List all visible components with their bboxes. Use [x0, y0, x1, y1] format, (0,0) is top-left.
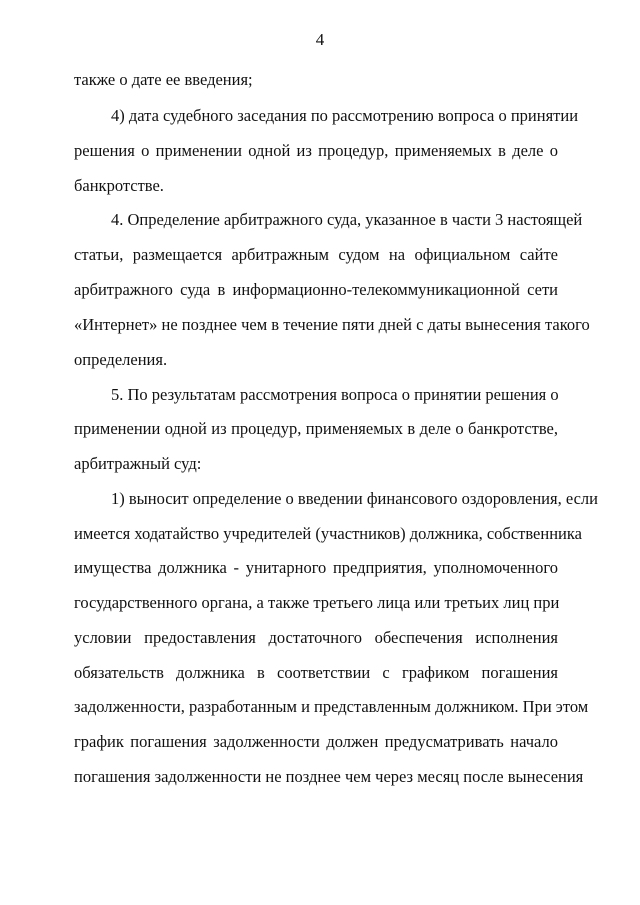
text-line: 4. Определение арбитражного суда, указанное в части 3 настоящей — [111, 210, 583, 229]
text-line: статьи, размещается арбитражным судом на официальном сайте — [74, 245, 558, 264]
text-line: погашения задолженности не позднее чем через месяц после вынесения — [74, 767, 584, 786]
text-line: арбитражного суда в информационно-телекоммуникационной сети — [74, 280, 558, 299]
text-line: обязательств должника в соответствии с графиком погашения — [74, 663, 558, 682]
text-line: 4) дата судебного заседания по рассмотрению вопроса о принятии — [111, 106, 579, 125]
text-line: также о дате ее введения; — [74, 70, 253, 89]
text-line: 5. По результатам рассмотрения вопроса о принятии решения о — [111, 385, 559, 404]
text-line: применении одной из процедур, применяемых в деле о банкротстве, — [74, 419, 558, 438]
text-line: арбитражный суд: — [74, 454, 202, 473]
text-line: «Интернет» не позднее чем в течение пяти дней с даты вынесения такого — [74, 315, 590, 334]
text-line: имеется ходатайство учредителей (участников) должника, собственника — [74, 524, 582, 543]
text-line: 1) выносит определение о введении финансового оздоровления, если — [111, 489, 598, 508]
text-line: задолженности, разработанным и представленным должником. При этом — [74, 697, 589, 716]
text-line: график погашения задолженности должен предусматривать начало — [74, 732, 558, 751]
text-line: решения о применении одной из процедур, применяемых в деле о — [74, 141, 558, 160]
text-line: государственного органа, а также третьего лица или третьих лиц при — [74, 593, 560, 612]
text-line: имущества должника - унитарного предприятия, уполномоченного — [74, 558, 558, 577]
text-line: определения. — [74, 350, 168, 369]
text-line: условии предоставления достаточного обеспечения исполнения — [74, 628, 558, 647]
text-line: банкротстве. — [74, 176, 164, 195]
page-number: 4 — [315, 30, 325, 49]
